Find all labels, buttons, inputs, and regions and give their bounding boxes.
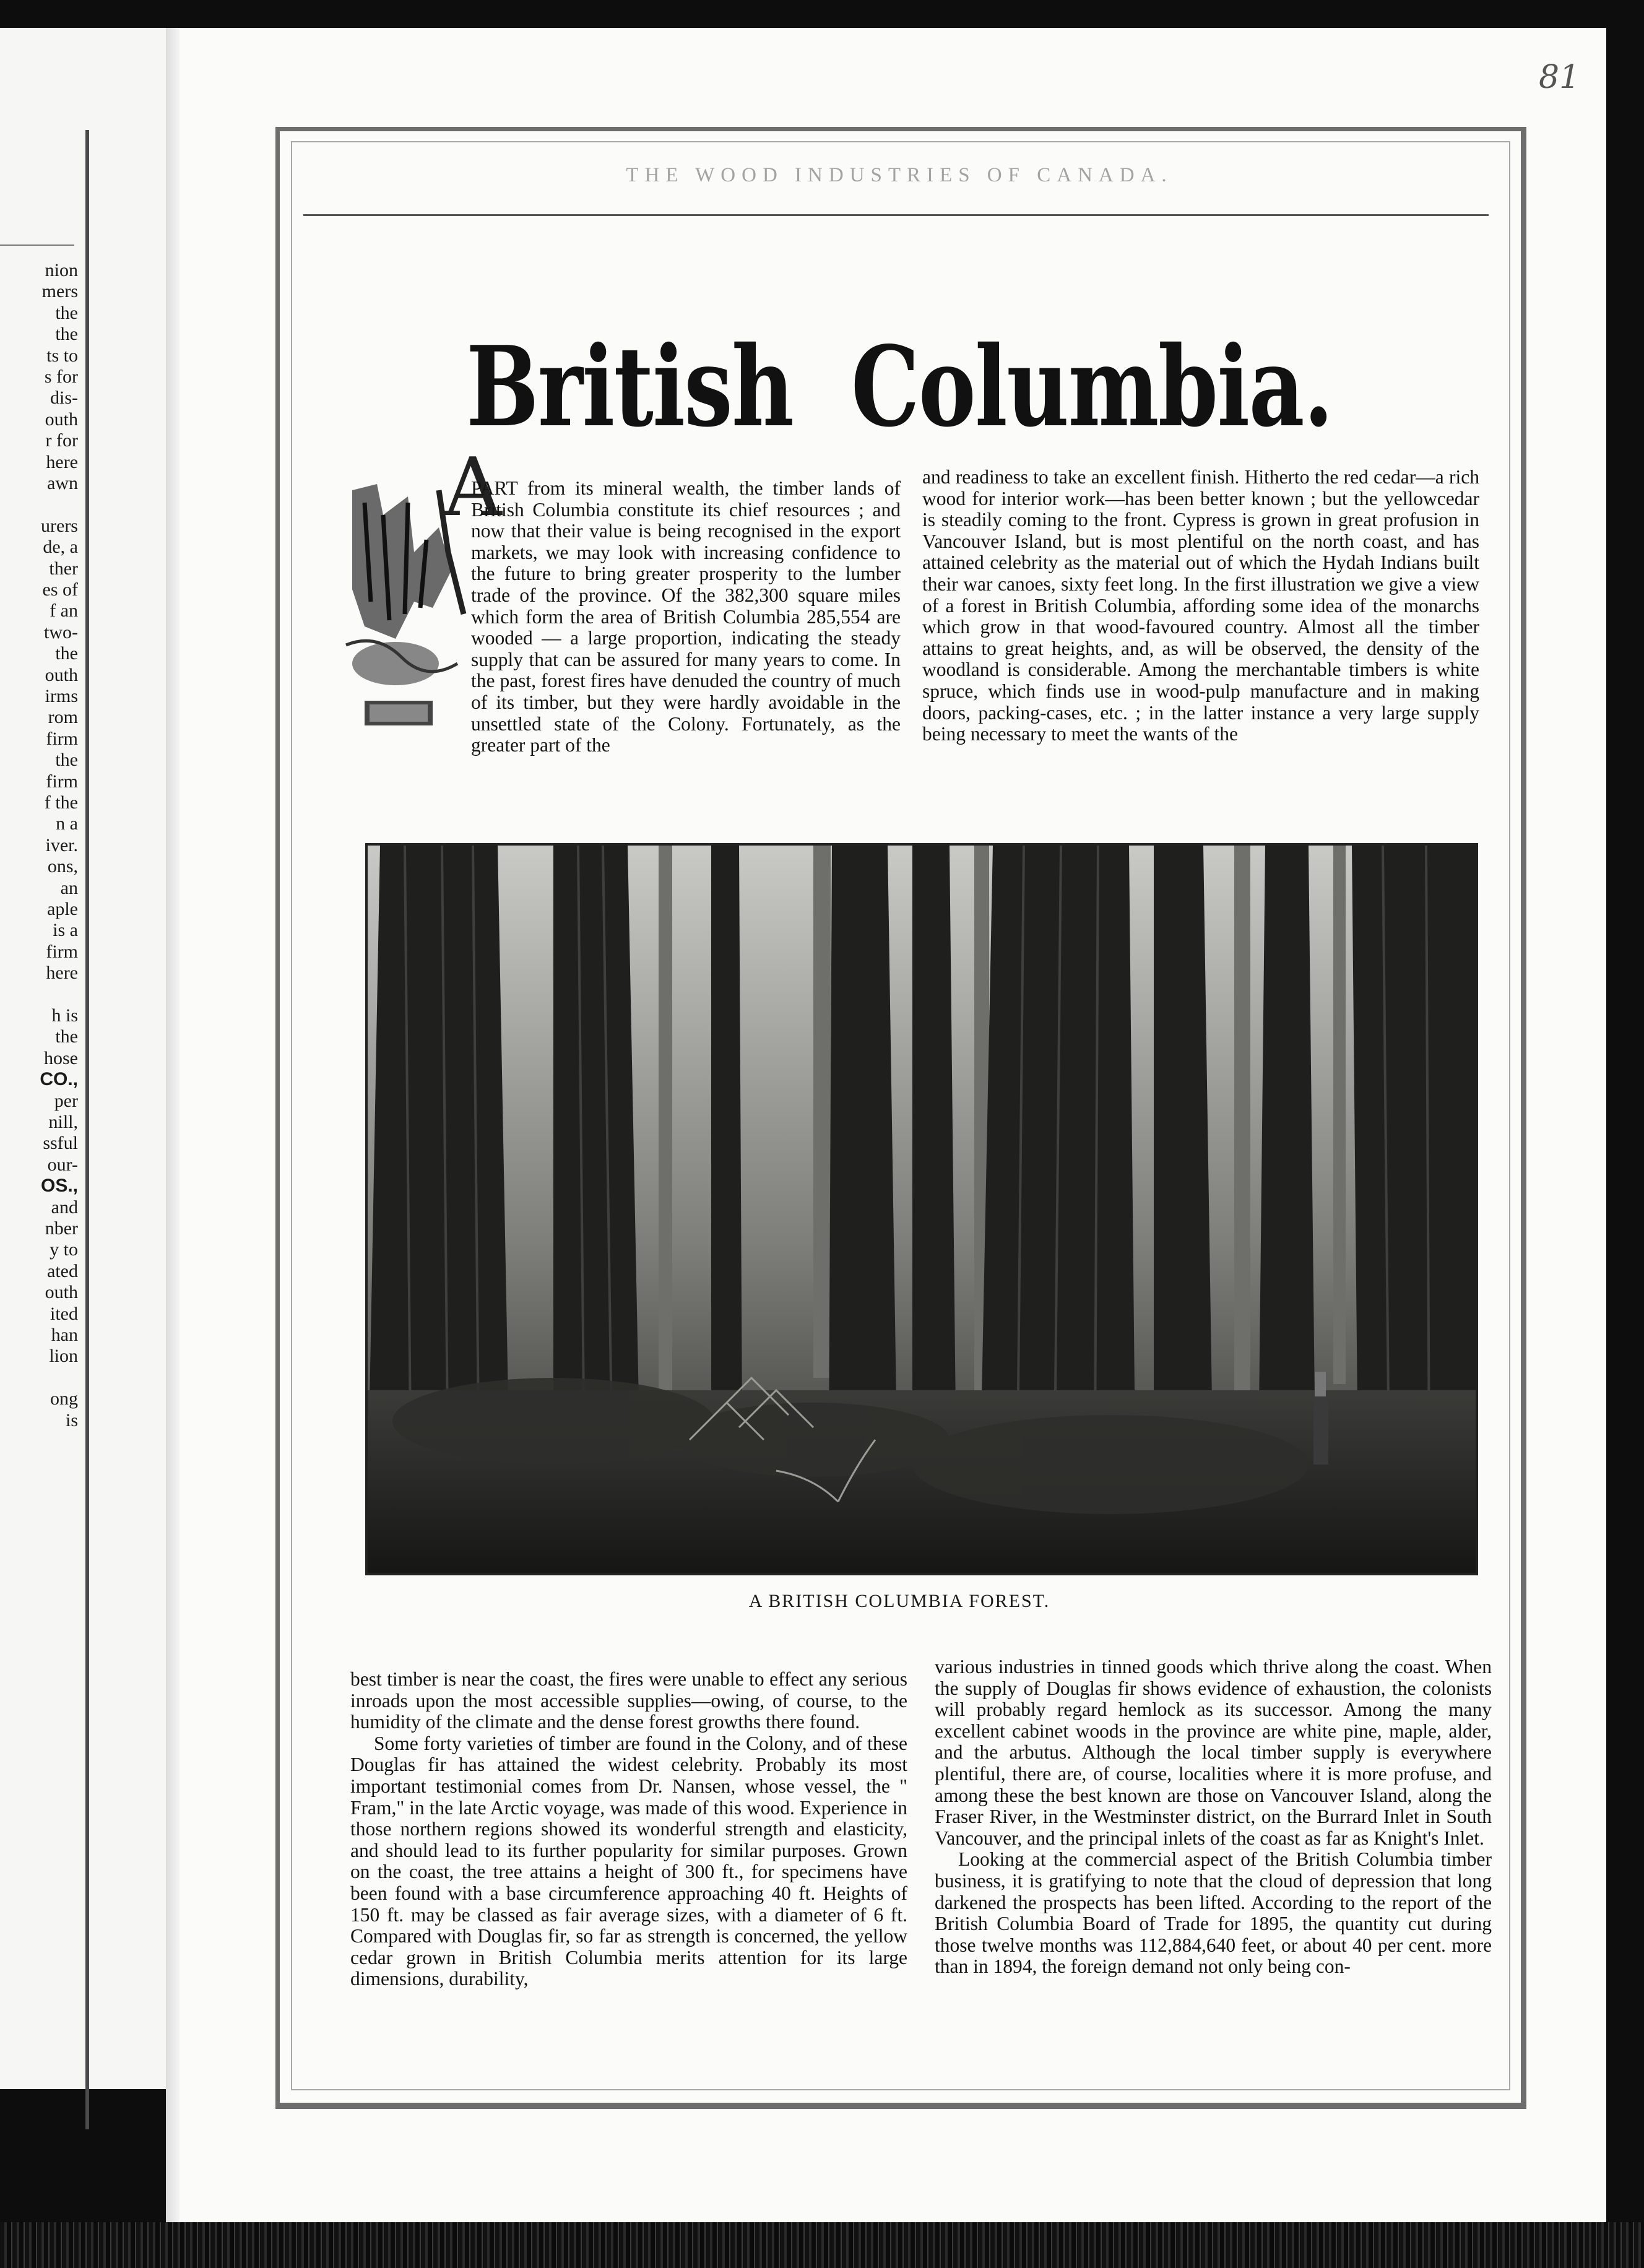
facing-page-fragment: outh xyxy=(45,409,78,430)
article-column-4 xyxy=(935,1656,1492,1978)
article-paragraph-5: various industries in tinned goods which thrive along the coast. When the supply of Douglas fir shows evidence of exhaustion, the colonists will probably regard hemlock as its successor. Among the many excellent cabinet woods in the province are white pine, maple, alder, and the arbutus. Although the local timber supply is everywhere plentiful, there are, of course, localities where it is more profuse, and among these the best known are those on Vancouver Island, along the Fraser River, in the Westminster district, on the Burrard Inlet in South Vancouver, and the principal inlets of the coast as far as Knight's Inlet. xyxy=(935,1656,1492,1849)
forest-photograph xyxy=(365,843,1478,1575)
article-column-3 xyxy=(350,1669,907,1990)
scan-background xyxy=(0,2222,1644,2268)
header-rule xyxy=(303,214,1489,216)
facing-page-fragment: nill, xyxy=(48,1112,78,1132)
facing-page-fragment: s for xyxy=(44,366,78,387)
facing-page-fragment: nion xyxy=(45,260,78,280)
facing-page-fragment: per xyxy=(54,1090,78,1111)
facing-page-fragment: han xyxy=(51,1325,78,1345)
article-paragraph-3: best timber is near the coast, the fires were unable to effect any serious inroads upon the most accessible supplies—owing, of course, to the humidity of the climate and the dense forest growths there found. xyxy=(350,1668,907,1733)
facing-page-fragment: es of xyxy=(42,579,78,600)
page-title: British Columbia. xyxy=(466,322,1333,451)
facing-page-fragment: the xyxy=(55,324,78,345)
facing-page-fragment: ated xyxy=(47,1260,78,1281)
facing-page-fragment: outh xyxy=(45,1282,78,1303)
facing-page-fragment: and xyxy=(51,1197,78,1218)
facing-page-fragment: is xyxy=(65,1409,78,1430)
facing-page-fragment: hose xyxy=(44,1047,78,1068)
facing-page-fragment: mers xyxy=(41,281,78,302)
facing-page-fragment: de, a xyxy=(43,537,78,558)
facing-page-fragment: ited xyxy=(50,1303,78,1324)
facing-page-fragment: lion xyxy=(49,1346,78,1367)
facing-page-fragment: f the xyxy=(44,792,78,813)
facing-page-fragment: r for xyxy=(45,430,78,451)
facing-page-fragment: urers xyxy=(41,515,78,536)
facing-page-fragment: nber xyxy=(45,1218,78,1239)
facing-page-fragment: is a xyxy=(53,920,78,941)
svg-text:A: A xyxy=(444,440,502,534)
facing-page-fragment: the xyxy=(55,643,78,664)
facing-page-fragment: the xyxy=(55,1026,78,1047)
article-paragraph-6: Looking at the commercial aspect of the British Columbia timber business, it is gratifying to note that the cloud of depression that long darkened the prospects has been lifted. According to the report of the British Columbia Board of Trade for 1895, the quantity cut during those twelve months was 112,884,640 feet, or about 40 per cent. more than in 1894, the foreign demand not only being con- xyxy=(935,1848,1492,1978)
facing-page-rule xyxy=(0,245,74,246)
article-paragraph-4: Some forty varieties of timber are found in the Colony, and of these Douglas fir has attained the widest celebrity. Probably its most important testimonial comes from Dr. Nansen, whose vessel, the " Fram," in the late Arctic voyage, was made of this wood. Experience in those northern regions showed its wonderful strength and elasticity, and should lead to its further popularity for similar purposes. Grown on the coast, the tree attains a height of 300 ft., for specimens have been found with a base circumference approaching 40 ft. Heights of 150 ft. may be classed as fair average sizes, with a diameter of 6 ft. Compared with Douglas fir, so far as strength is concerned, the yellow cedar grown in British Columbia merits attention for its large dimensions, durability, xyxy=(350,1732,907,1990)
article-paragraph-1: PART from its mineral wealth, the timber lands of British Columbia constitute its chief resources ; and now that their value is being recognised in the export markets, we may look with increasing confidence to the future to bring greater prosperity to the lumber trade of the province. Of the 382,300 square miles which form the area of British Columbia 285,554 are wooded — a large proportion, indicating the steady supply that can be assured for many years to come. In the past, forest fires have denuded the country of much of its timber, but they were hardly avoidable in the unsettled state of the Colony. Fortunately, as the greater part of the xyxy=(471,477,901,756)
facing-page-fragment: ther xyxy=(49,558,78,579)
facing-page-fragment: ssful xyxy=(43,1133,78,1154)
article-column-1 xyxy=(344,440,901,756)
facing-page-fragment: CO., xyxy=(40,1069,78,1090)
facing-page-fragment: an xyxy=(60,877,78,898)
facing-page-fragment: here xyxy=(46,451,78,472)
facing-page-fragment: the xyxy=(55,302,78,323)
facing-page-fragment: firm xyxy=(46,728,78,749)
facing-page-fragment: f an xyxy=(50,600,78,621)
facing-page-fragment: h is xyxy=(51,1005,78,1026)
photo-caption: A BRITISH COLUMBIA FOREST. xyxy=(748,1591,1050,1611)
facing-page-fragment: here xyxy=(46,963,78,984)
facing-page-fragment: firm xyxy=(46,941,78,962)
facing-page-fragment: iver. xyxy=(45,834,78,855)
facing-page-fragment: outh xyxy=(45,664,78,685)
article-column-2 xyxy=(922,467,1479,745)
ornamental-initial-illustration xyxy=(340,440,502,744)
book-gutter xyxy=(166,28,180,2222)
facing-page-fragment: y to xyxy=(50,1239,78,1260)
facing-page-fragment: two- xyxy=(44,621,78,643)
facing-page-fragment: ong xyxy=(50,1388,78,1409)
facing-page-fragment: awn xyxy=(47,473,78,493)
facing-page-fragment: ts to xyxy=(46,345,78,366)
facing-page-fragment: firm xyxy=(46,771,78,792)
page-number: 81 xyxy=(1539,59,1580,96)
facing-page-fragment: dis- xyxy=(50,387,78,409)
facing-page-fragment: OS., xyxy=(40,1175,78,1197)
facing-page-fragment: the xyxy=(55,750,78,771)
facing-page-fragment: rom xyxy=(48,707,78,728)
facing-page-fragment: n a xyxy=(56,813,78,834)
running-head: THE WOOD INDUSTRIES OF CANADA. xyxy=(626,164,1173,186)
facing-page-fragment: aple xyxy=(47,899,78,919)
article-paragraph-2: and readiness to take an excellent finish. Hitherto the red cedar—a rich wood for interior work—has been better known ; but the yellowcedar is steadily coming to the front. Cypress is grown in great profusion in Vancouver Island, but is most plentiful on the north coast, and has attained celebrity as the material out of which the Hydah Indians built their war canoes, sixty feet long. In the first illustration we give a view of a forest in British Columbia, affording some idea of the monarchs which grow in that wood-favoured country. Almost all the timber attains to great heights, and, as will be observed, the density of the woodland is considerable. Among the merchantable timbers is white spruce, which finds use in wood-pulp manufacture and in making doors, packing-cases, etc. ; in the latter instance a very large supply being necessary to meet the wants of the xyxy=(922,466,1479,745)
facing-page-fragment: our- xyxy=(47,1154,78,1175)
facing-page-edge xyxy=(0,28,166,2089)
facing-page-fragment: irms xyxy=(45,686,78,706)
facing-page-fragment: ons, xyxy=(47,856,78,877)
